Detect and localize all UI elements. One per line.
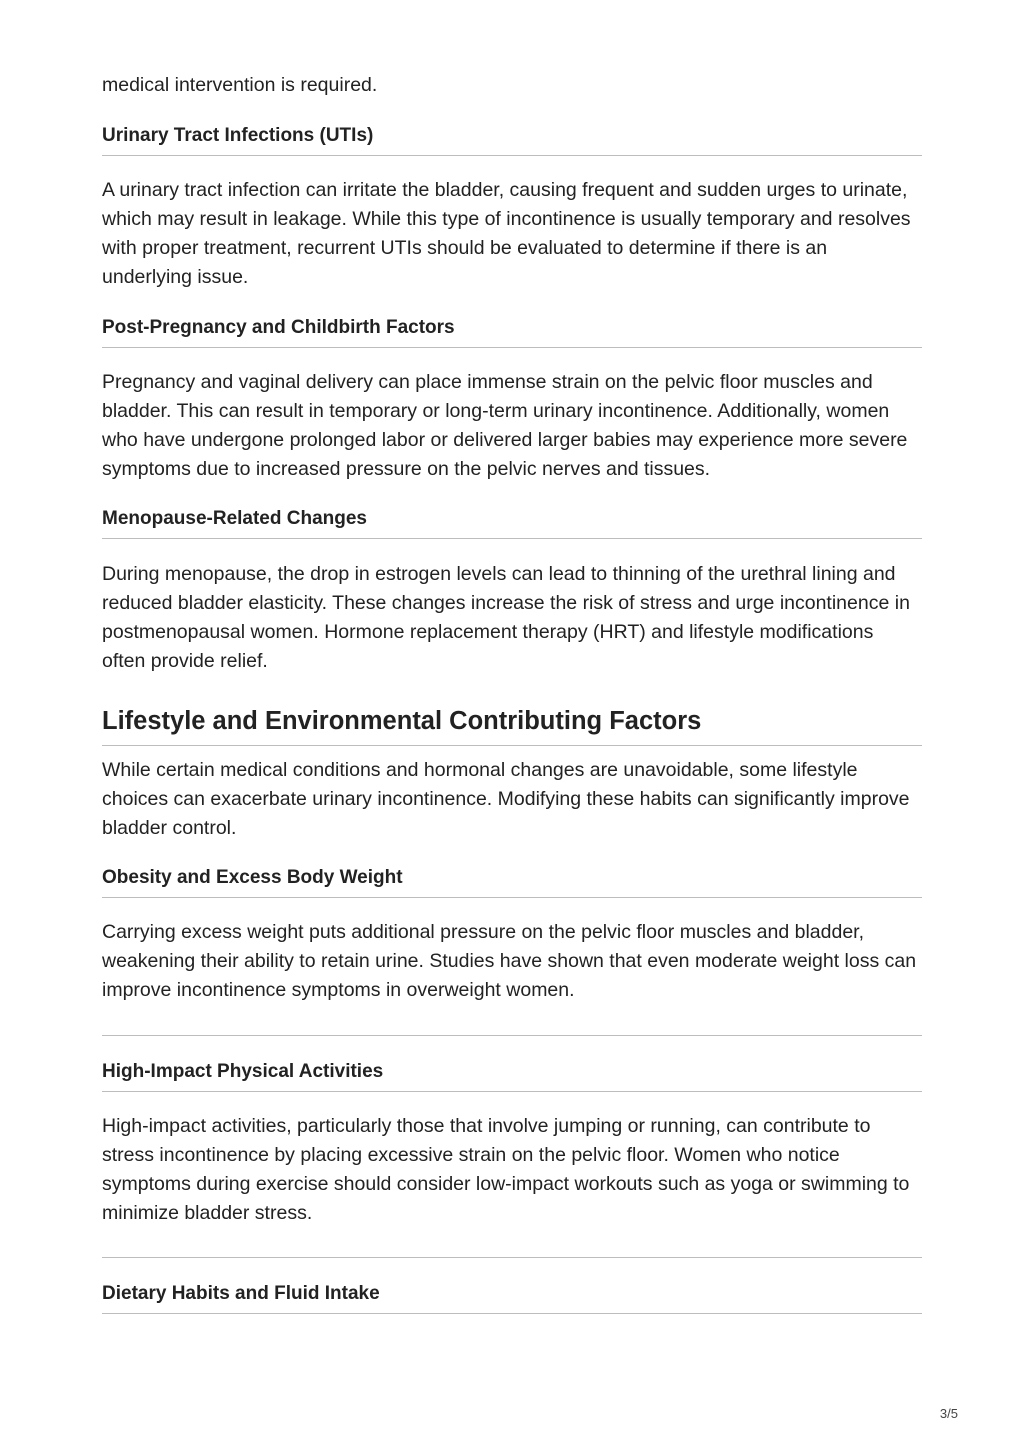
paragraph-menopause: During menopause, the drop in estrogen levels can lead to thinning of the urethral lining and reduced bladder elasticity. These changes increase the risk of stress and urge incontinence in postmenopausal women. Hormone replacement therapy (HRT) and lifestyle modifications often provide relief.: [102, 563, 910, 672]
paragraph-utis: A urinary tract infection can irritate the bladder, causing frequent and sudden urges to urinate, which may result in leakage. While this type of incontinence is usually temporary and resolves with proper treatment, recurrent UTIs should be evaluated to determine if there is an underlying issue.: [102, 179, 911, 288]
paragraph-lifestyle: While certain medical conditions and hormonal changes are unavoidable, some lifestyle choices can exacerbate urinary incontinence. Modifying these habits can significantly improve bladder control.: [102, 759, 910, 839]
intro-paragraph-tail: medical intervention is required.: [102, 74, 378, 96]
page-number: 3/5: [939, 1406, 958, 1421]
heading-high-impact: High-Impact Physical Activities: [102, 1060, 922, 1092]
heading-lifestyle: Lifestyle and Environmental Contributing Factors: [102, 706, 922, 746]
divider: [102, 1257, 922, 1258]
heading-utis: Urinary Tract Infections (UTIs): [102, 124, 922, 156]
heading-obesity: Obesity and Excess Body Weight: [102, 866, 922, 898]
heading-menopause: Menopause-Related Changes: [102, 507, 922, 539]
divider: [102, 1035, 922, 1036]
paragraph-pregnancy: Pregnancy and vaginal delivery can place immense strain on the pelvic floor muscles and bladder. This can result in temporary or long-term urinary incontinence. Additionally, women who have undergone prolonged labor or delivered larger babies may experience more severe symptoms due to increased pressure on the pelvic nerves and tissues.: [102, 371, 908, 480]
paragraph-obesity: Carrying excess weight puts additional pressure on the pelvic floor muscles and bladder, weakening their ability to retain urine. Studies have shown that even moderate weight loss can improve incontinence symptoms in overweight women.: [102, 921, 917, 1001]
paragraph-high-impact: High-impact activities, particularly those that involve jumping or running, can contribute to stress incontinence by placing excessive strain on the pelvic floor. Women who notice symptoms during exercise should consider low-impact workouts such as yoga or swimming to minimize bladder stress.: [102, 1115, 910, 1224]
heading-pregnancy: Post-Pregnancy and Childbirth Factors: [102, 316, 922, 348]
heading-dietary: Dietary Habits and Fluid Intake: [102, 1282, 922, 1314]
